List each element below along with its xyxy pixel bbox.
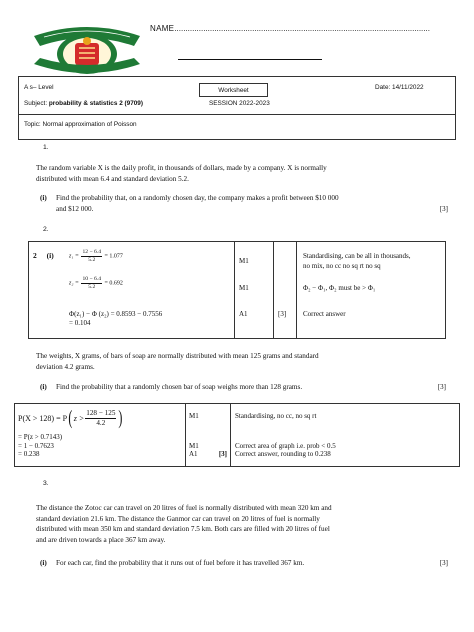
ms1-z1-result: = 1.077 <box>103 253 123 260</box>
question-1-part-i <box>40 193 456 214</box>
mark-scheme-table-1 <box>28 241 446 339</box>
q3-part-label: (i) <box>40 559 47 567</box>
q3-intro-line-1: The distance the Zotoc car can travel on 20 litres of fuel is normally distributed with mean 320 km and <box>36 504 332 512</box>
q1-intro-line-1: The random variable X is the daily profit, in thousands of dollars, made by a company. X is normally <box>36 164 327 172</box>
ms1-guidance-1 <box>303 251 411 271</box>
ms1-q-label: 2 <box>33 251 37 260</box>
ms1-z1-label: z₁ = <box>69 253 81 260</box>
question-2-number: 2. <box>43 226 49 233</box>
ms2-steps <box>18 433 62 459</box>
ms1-marks-cell <box>235 242 274 339</box>
q3-marks: [3] <box>439 559 448 567</box>
ms1-z2-result: = 0.692 <box>103 280 123 287</box>
session-label: SESSION 2022-2023 <box>209 100 270 107</box>
ms2-line-3: = 1 − 0.7623 <box>18 441 54 450</box>
header-divider <box>18 114 456 115</box>
ms1-guidance-1-line-1: Standardising, can be all in thousands, <box>303 252 411 260</box>
question-1-number: 1. <box>43 144 49 151</box>
name-dots: ................................................................................................................... <box>174 24 430 33</box>
question-3-number: 3. <box>43 480 49 487</box>
q3-intro-line-3: distributed with mean 350 km and standard deviation 7.5 km. Both cars are filled with 20 litres of fuel <box>36 525 330 533</box>
ms2-working-cell <box>15 404 186 467</box>
ms1-a1: A1 <box>239 310 248 318</box>
q2-intro-line-1: The weights, X grams, of bars of soap are normally distributed with mean 125 grams and standard <box>36 352 319 360</box>
q2-part-text: Find the probability that a randomly chosen bar of soap weighs more than 128 grams. <box>56 383 303 391</box>
ms1-guidance-3: Correct answer <box>303 310 346 318</box>
date-label: Date: 14/11/2022 <box>375 84 424 91</box>
ms1-guidance-2: Φ₂ − Φ₁, Φ₂ must be > Φ₁ <box>303 284 376 292</box>
ms1-part-label: (i) <box>46 251 54 260</box>
q1-part-label: (i) <box>40 194 47 202</box>
question-2-part-i <box>40 382 456 393</box>
ms2-guidance-cell <box>231 404 460 467</box>
ms1-z1 <box>69 249 123 263</box>
ms2-line-1: P(X > 128) = P ( z > $\frac{128 - 125}{4.2}$ ) <box>18 407 123 429</box>
q2-part-label: (i) <box>40 383 47 391</box>
ms1-phi <box>69 310 162 328</box>
ms1-z2 <box>69 276 123 290</box>
q1-marks: [3] <box>439 204 448 213</box>
ms1-working-cell <box>29 242 235 339</box>
q1-part-line-1: Find the probability that, on a randomly chosen day, the company makes a profit between $10 000 <box>56 194 339 202</box>
ms1-m1b: M1 <box>239 284 249 292</box>
q3-intro-line-4: and are driven towards a place 367 km away. <box>36 535 166 544</box>
q2-intro-line-2: deviation 4.2 grams. <box>36 362 95 371</box>
ms1-m1a: M1 <box>239 257 249 265</box>
ms2-frac-den: 4.2 <box>96 418 106 427</box>
ms2-guidance-2: Correct area of graph i.e. prob < 0.5 <box>235 442 336 450</box>
ms2-m1a: M1 <box>189 412 199 420</box>
subject-name: probability & statistics 2 (9709) <box>48 100 143 107</box>
question-3-part-i <box>40 558 456 569</box>
ms1-z2-num: 10 − 6.4 <box>82 276 102 282</box>
ms2-line-2: = P(z > 0.7143) <box>18 433 63 441</box>
ms2-frac-num: 128 − 125 <box>86 408 116 417</box>
ms2-guidance-3: Correct answer, rounding to 0.238 <box>235 450 331 458</box>
q1-part-line-2: and $12 000. <box>56 204 94 213</box>
question-1-intro <box>36 163 456 184</box>
ms1-answer: = 0.104 <box>69 319 91 327</box>
subject-prefix: Subject: <box>24 100 48 107</box>
ms2-marks-cell <box>186 404 231 467</box>
ms2-line-4: = 0.238 <box>18 450 40 459</box>
subject-line <box>24 100 143 107</box>
worksheet-label: Worksheet <box>199 83 268 97</box>
mark-scheme-table-2 <box>14 403 460 467</box>
question-3-intro <box>36 503 460 545</box>
ms1-z1-num: 12 − 6.4 <box>82 249 102 255</box>
ms1-guidance-cell <box>297 242 446 339</box>
name-underline <box>178 59 322 60</box>
question-2-intro <box>36 351 456 372</box>
q3-part-text: For each car, find the probability that it runs out of fuel before it has travelled 367 km. <box>56 559 305 567</box>
ms1-z2-label: z₂ = <box>69 280 81 287</box>
ms2-line-1-z: z > <box>73 413 85 423</box>
ms1-guidance-1-line-2: no mix, no cc no sq rt no sq <box>303 262 381 270</box>
level-label: A s– Level <box>24 84 54 91</box>
ms1-phi-line: Φ(z₁) − Φ (z₂) = 0.8593 − 0.7556 <box>69 310 163 318</box>
q2-marks: [3] <box>437 383 446 391</box>
ms2-guidance-1: Standardising, no cc, no sq rt <box>235 412 317 420</box>
ms1-z1-den: 5.2 <box>88 256 96 263</box>
name-label: NAME <box>150 24 175 33</box>
ms2-a1: A1 <box>189 450 198 458</box>
ms1-z2-den: 5.2 <box>88 283 96 290</box>
q1-intro-line-2: distributed with mean 6.4 and standard deviation 5.2. <box>36 174 189 183</box>
ms2-m1b: M1 <box>189 442 199 450</box>
name-field[interactable] <box>150 24 430 33</box>
topic-label: Topic: Normal approximation of Poisson <box>24 121 137 128</box>
school-crest-icon <box>30 24 144 76</box>
q3-intro-line-2: standard deviation 21.6 km. The distance the Ganmor car can travel on 20 litres of fuel is normally <box>36 514 320 523</box>
ms1-total: [3] <box>278 310 287 318</box>
ms1-total-cell <box>274 242 297 339</box>
ms2-line-1-prefix: P(X > 128) = P <box>18 413 68 423</box>
ms2-total: [3] <box>218 450 227 458</box>
